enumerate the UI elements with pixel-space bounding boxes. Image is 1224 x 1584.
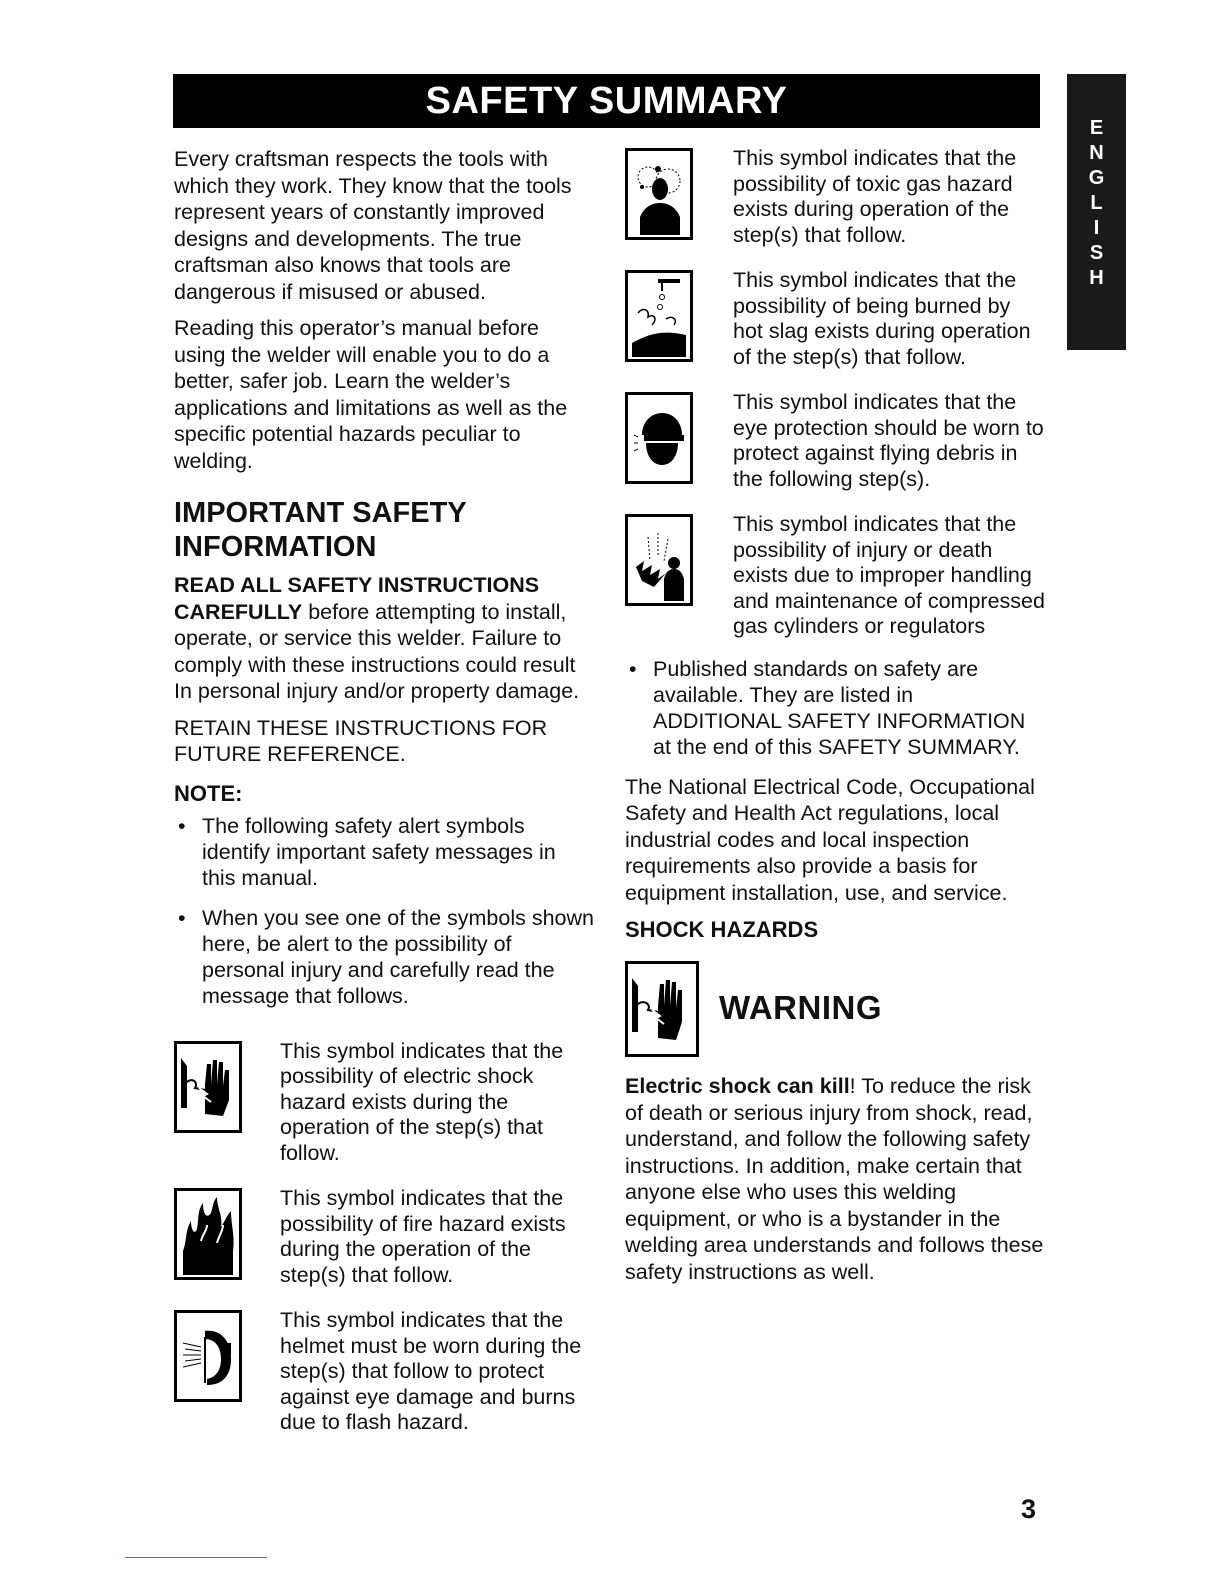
read-instructions-paragraph [174,572,594,705]
list-item: • The following safety alert symbols identify important safety messages in this manual. [174,813,594,891]
standards-list [625,656,1045,760]
symbol-description: This symbol indicates that the possibility of fire hazard exists during the operation of the step(s) that follow. [280,1186,566,1287]
nec-paragraph: The National Electrical Code, Occupational Safety and Health Act regulations, local industrial codes and local inspection requirements also provide a basis for equipment installation, use, and service. [625,774,1035,905]
read-instructions-text: before attempting to install, operate, or service this welder. Failure to comply with these instructions could result In personal injury and/or property damage. [174,599,580,703]
language-tab-letter: I [1093,217,1100,239]
electric-shock-icon [625,961,699,1057]
electric-shock-icon [174,1041,242,1133]
intro-paragraph: Reading this operator’s manual before using the welder will enable you to do a better, safer job. Learn the welder’s applications and limitations as well as the specific potential hazards peculiar to welding. [174,316,568,473]
symbol-entry-helmet [174,1308,594,1436]
language-tab [1067,74,1126,350]
page-number: 3 [1021,1494,1037,1524]
language-tab-letter: S [1089,242,1104,264]
note-heading: NOTE: [174,780,243,806]
warning-label: WARNING [719,989,882,1026]
note-list [174,813,594,1009]
warning-block [625,959,1045,1057]
hot-slag-icon [625,270,693,362]
symbol-description: This symbol indicates that the possibility of injury or death exists due to improper handling and maintenance of compressed gas cylinders or regulators [733,512,1045,638]
read-instructions-bold: READ ALL SAFETY INSTRUCTIONS [174,573,540,597]
gas-cylinder-explosion-icon [625,514,693,606]
left-column [174,146,594,1456]
symbol-description: This symbol indicates that the possibility of electric shock hazard exists during the operation of the step(s) that follow. [280,1038,564,1165]
symbol-entry-electric-shock [174,1039,594,1167]
welding-helmet-icon [174,1310,242,1402]
retain-instructions: RETAIN THESE INSTRUCTIONS FOR FUTURE REFERENCE. [174,715,548,766]
read-instructions-bold: CAREFULLY [174,599,303,624]
page-title: SAFETY SUMMARY [173,74,1040,128]
symbol-entry-fire [174,1186,594,1288]
symbol-entry-eye-protection [625,390,1045,492]
language-tab-letter: G [1088,167,1105,189]
shock-hazards-heading: SHOCK HAZARDS [625,917,819,942]
symbol-description: This symbol indicates that the possibility of being burned by hot slag exists during operation of the step(s) that follow. [733,268,1031,369]
list-item: • When you see one of the symbols shown here, be alert to the possibility of personal injury and carefully read the message that follows. [174,905,594,1009]
symbol-entry-gas-cylinder [625,512,1045,640]
language-tab-letter: N [1089,142,1104,164]
list-item: • Published standards on safety are available. They are listed in ADDITIONAL SAFETY INFORMATION at the end of this SAFETY SUMMARY. [625,656,1045,760]
shock-warning-text: ! To reduce the risk of death or serious injury from shock, read, understand, and follow the following safety instructions. In addition, make certain that anyone else who uses this welding equipment, or who is a bystander in the welding area understands and follows these safety instructions as well. [625,1074,1044,1284]
shock-warning-paragraph [625,1073,1045,1285]
language-tab-letter: L [1090,192,1103,214]
footer-divider [125,1557,267,1558]
symbol-description: This symbol indicates that the helmet must be worn during the step(s) that follow to protect against eye damage and burns due to flash hazard. [280,1308,582,1434]
symbol-description: This symbol indicates that the eye protection should be worn to protect against flying debris in the following step(s). [733,390,1044,491]
shock-warning-bold: Electric shock can kill [625,1074,850,1098]
right-column [625,146,1045,1285]
fire-hazard-icon [174,1188,242,1280]
language-tab-letter: H [1089,267,1104,289]
eye-protection-icon [625,392,693,484]
symbol-entry-toxic-gas [625,146,1045,248]
symbol-entry-hot-slag [625,268,1045,370]
toxic-gas-icon [625,148,693,240]
intro-paragraph: Every craftsman respects the tools with which they work. They know that the tools represent years of constantly improved designs and developments. The true craftsman also knows that tools are dangerous if misused or abused. [174,147,572,304]
section-heading: IMPORTANT SAFETY INFORMATION [174,497,467,563]
language-tab-letter: E [1089,117,1104,139]
symbol-description: This symbol indicates that the possibility of toxic gas hazard exists during operation of the step(s) that follow. [733,146,1017,247]
